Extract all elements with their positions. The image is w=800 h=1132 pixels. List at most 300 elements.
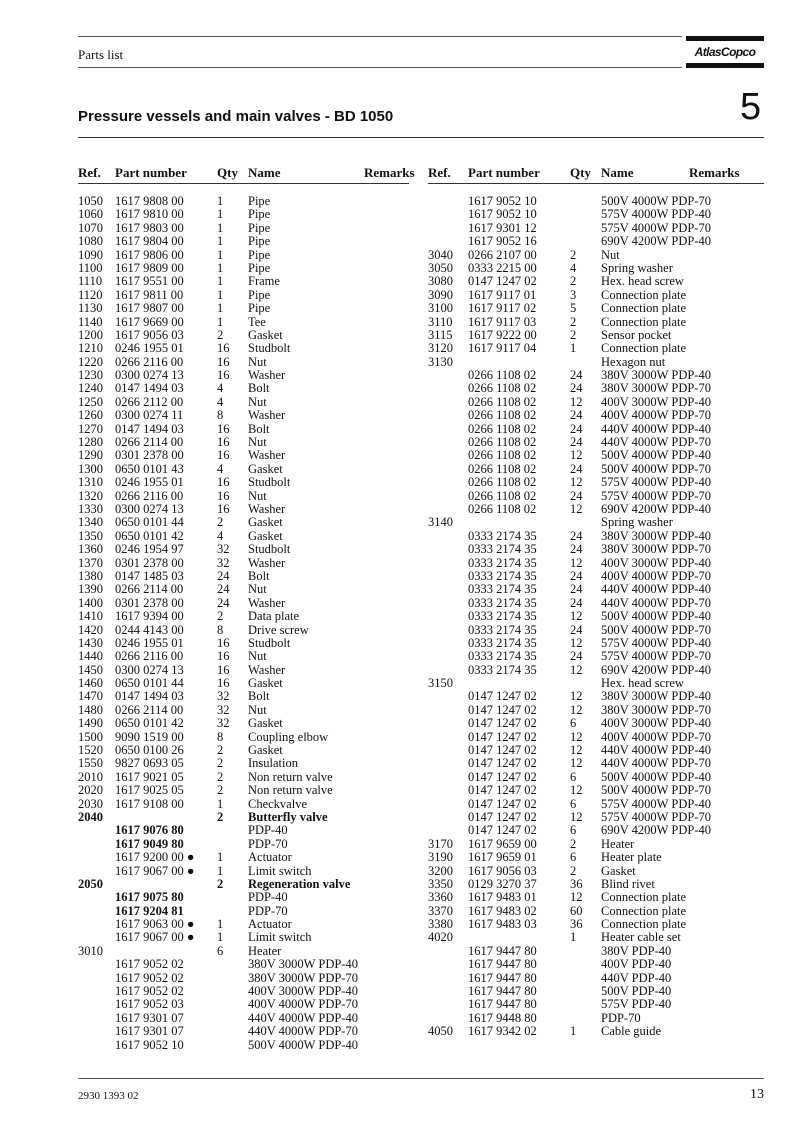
cell-part-number: 1617 9301 12 [468,220,537,235]
cell-name: 400V 3000W PDP-40 [601,555,711,570]
cell-qty: 24 [570,461,583,476]
cell-qty: 24 [570,408,583,423]
table-row [428,356,764,369]
cell-qty: 1 [217,930,224,945]
table-row [78,878,409,891]
cell-name: PDP-40 [248,890,288,905]
cell-name: Pipe [248,260,271,275]
table-row [78,342,409,355]
cell-ref: 1470 [78,689,103,704]
cell-qty: 2 [217,783,224,798]
cell-ref: 1450 [78,662,103,677]
cell-name: Nut [248,435,267,450]
table-row [428,985,764,998]
cell-part-number: 1617 9807 00 [115,301,184,316]
header-qty: Qty [570,165,591,180]
cell-part-number: 1617 9447 80 [468,997,537,1012]
cell-qty: 16 [217,421,230,436]
table-row [78,570,409,583]
cell-name: Heater cable set [601,930,681,945]
cell-part-number: 0266 2107 00 [468,247,537,262]
cell-name: Regeneration valve [248,876,351,891]
cell-name: Checkvalve [248,796,308,811]
cell-qty: 16 [217,662,230,677]
cell-qty: 2 [217,756,224,771]
cell-name: Washer [248,501,286,516]
header-name: Name [601,165,634,180]
cell-part-number: 1617 9049 80 [115,836,184,851]
cell-name: Studbolt [248,475,291,490]
cell-ref: 1400 [78,595,103,610]
cell-qty: 1 [570,930,577,945]
cell-part-number: 0300 0274 13 [115,368,184,383]
cell-part-number: 1617 9659 00 [468,836,537,851]
cell-qty: 12 [570,743,583,758]
cell-name: 400V 4000W PDP-70 [248,997,358,1012]
cell-qty: 3 [570,287,577,302]
cell-ref: 1550 [78,756,103,771]
cell-ref: 1340 [78,515,103,530]
table-row [78,208,409,221]
cell-qty: 2 [570,836,577,851]
cell-part-number: 0650 0101 44 [115,676,184,691]
table-row [78,865,409,878]
table-row [78,369,409,382]
cell-part-number: 1617 9342 02 [468,1024,537,1039]
cell-ref: 1490 [78,716,103,731]
cell-part-number: 1617 9117 02 [468,301,537,316]
cell-ref: 1110 [78,274,103,289]
cell-name: 440V 4000W PDP-70 [601,435,711,450]
cell-name: Butterfly valve [248,809,328,824]
cell-ref: 3080 [428,274,453,289]
table-row [428,369,764,382]
cell-ref: 1210 [78,341,103,356]
cell-name: 690V 4200W PDP-40 [601,234,711,249]
table-row [78,985,409,998]
cell-part-number: 1617 9052 16 [468,234,537,249]
table-row [78,851,409,864]
cell-part-number: 0147 1247 02 [468,783,537,798]
cell-part-number: 0266 1108 02 [468,488,537,503]
cell-qty: 16 [217,341,230,356]
cell-part-number: 0147 1247 02 [468,702,537,717]
cell-ref: 3110 [428,314,453,329]
table-row [428,396,764,409]
cell-name: 380V 3000W PDP-70 [248,970,358,985]
cell-qty: 12 [570,689,583,704]
cell-ref: 2040 [78,809,103,824]
cell-qty: 6 [217,943,224,958]
header-rule-bottom [78,67,682,68]
cell-qty: 12 [570,783,583,798]
cell-name: Heater [248,943,282,958]
cell-qty: 16 [217,488,230,503]
table-row [78,677,409,690]
cell-part-number: 1617 9056 03 [468,863,537,878]
cell-ref: 1430 [78,635,103,650]
cell-qty: 12 [570,756,583,771]
cell-name: Sensor pocket [601,327,672,342]
cell-part-number: 1617 9052 02 [115,957,184,972]
cell-ref: 1230 [78,368,103,383]
cell-name: Nut [248,582,267,597]
table-row [78,744,409,757]
cell-qty: 2 [217,515,224,530]
cell-part-number: 0147 1247 02 [468,689,537,704]
cell-part-number: 0333 2174 35 [468,528,537,543]
cell-name: Bolt [248,421,270,436]
cell-name: 500V 4000W PDP-70 [601,194,711,208]
cell-part-number: 0301 2378 00 [115,448,184,463]
table-row [428,516,764,529]
cell-part-number: 0266 1108 02 [468,461,537,476]
cell-qty: 12 [570,394,583,409]
cell-part-number: 1617 9483 01 [468,890,537,905]
cell-qty: 16 [217,475,230,490]
table-row [428,664,764,677]
cell-ref: 1220 [78,354,103,369]
table-row [428,490,764,503]
cell-name: 575V PDP-40 [601,997,672,1012]
cell-ref: 3150 [428,676,453,691]
cell-qty: 2 [570,247,577,262]
document-number: 2930 1393 02 [78,1090,139,1102]
cell-part-number: 0333 2174 35 [468,649,537,664]
cell-qty: 4 [217,461,224,476]
cell-qty: 8 [217,408,224,423]
cell-part-number: 0266 2114 00 [115,435,184,450]
cell-name: PDP-70 [601,1010,641,1025]
header-part-number: Part number [468,165,540,180]
cell-part-number: 1617 9447 80 [468,970,537,985]
cell-name: Spring washer [601,260,673,275]
cell-qty: 24 [570,488,583,503]
cell-name: Heater [601,836,635,851]
cell-qty: 60 [570,903,583,918]
cell-ref: 3200 [428,863,453,878]
cell-name: 500V 4000W PDP-70 [601,461,711,476]
cell-qty: 16 [217,676,230,691]
cell-qty: 12 [570,501,583,516]
cell-name: 575V 4000W PDP-40 [601,796,711,811]
cell-ref: 4020 [428,930,453,945]
table-row [78,302,409,315]
header-name: Name [248,165,281,180]
table-row [78,1012,409,1025]
cell-part-number: 1617 9806 00 [115,247,184,262]
cell-ref: 2030 [78,796,103,811]
cell-part-number: 0266 1108 02 [468,408,537,423]
cell-name: 440V 4000W PDP-40 [248,1010,358,1025]
page-title: Pressure vessels and main valves - BD 1050 [78,108,394,125]
cell-part-number: 1617 9808 00 [115,194,184,208]
cell-part-number: 0246 1955 01 [115,635,184,650]
cell-qty: 16 [217,501,230,516]
cell-qty: 24 [217,568,230,583]
cell-qty: 6 [570,716,577,731]
cell-part-number: 1617 9067 00 ● [115,863,195,878]
cell-part-number: 0266 2114 00 [115,702,184,717]
cell-part-number: 1617 9052 10 [115,1037,184,1052]
cell-part-number: 1617 9117 01 [468,287,537,302]
cell-name: 440V PDP-40 [601,970,672,985]
cell-qty: 4 [217,394,224,409]
cell-part-number: 0266 1108 02 [468,448,537,463]
table-row [78,945,409,958]
cell-name: Washer [248,662,286,677]
table-row [428,316,764,329]
header-remarks: Remarks [689,165,740,180]
cell-ref: 3190 [428,850,453,865]
cell-name: Actuator [248,917,292,932]
cell-ref: 3115 [428,327,453,342]
cell-name: 575V 4000W PDP-40 [601,635,711,650]
table-row [78,195,409,208]
cell-part-number: 0266 1108 02 [468,394,537,409]
table-row [78,530,409,543]
cell-qty: 24 [570,381,583,396]
cell-ref: 1480 [78,702,103,717]
brand-logo [686,36,764,68]
cell-ref: 2010 [78,769,103,784]
cell-qty: 2 [570,314,577,329]
cell-name: 380V 3000W PDP-70 [601,702,711,717]
cell-qty: 1 [217,194,224,208]
cell-qty: 1 [570,341,577,356]
cell-ref: 1070 [78,220,103,235]
cell-part-number: 1617 9108 00 [115,796,184,811]
cell-qty: 1 [217,863,224,878]
table-row [428,235,764,248]
cell-name: 400V 3000W PDP-40 [248,984,358,999]
cell-qty: 4 [570,260,577,275]
cell-qty: 1 [217,207,224,222]
table-row [428,891,764,904]
cell-ref: 1370 [78,555,103,570]
cell-part-number: 1617 9204 81 [115,903,184,918]
cell-name: Washer [248,555,286,570]
cell-qty: 1 [570,1024,577,1039]
cell-part-number: 1617 9669 00 [115,314,184,329]
table-row [428,302,764,315]
cell-part-number: 0266 1108 02 [468,475,537,490]
table-body [428,195,764,1039]
cell-qty: 12 [570,475,583,490]
cell-ref: 3090 [428,287,453,302]
cell-ref: 1390 [78,582,103,597]
cell-qty: 6 [570,823,577,838]
cell-part-number: 0266 2116 00 [115,488,184,503]
cell-part-number: 0147 1494 03 [115,421,184,436]
table-row [78,811,409,824]
cell-name: Gasket [248,528,283,543]
cell-ref: 3350 [428,876,453,891]
cell-qty: 16 [217,435,230,450]
cell-part-number: 1617 9483 02 [468,903,537,918]
cell-qty: 24 [570,568,583,583]
parts-table-left [78,165,415,1052]
cell-qty: 2 [570,327,577,342]
table-row [428,503,764,516]
cell-name: Connection plate [601,287,687,302]
table-row [78,316,409,329]
cell-ref: 4050 [428,1024,453,1039]
cell-qty: 5 [570,301,577,316]
table-row [78,409,409,422]
cell-part-number: 0333 2174 35 [468,568,537,583]
table-row [78,543,409,556]
cell-name: Washer [248,368,286,383]
table-row [428,423,764,436]
cell-part-number: 1617 9301 07 [115,1024,184,1039]
cell-qty: 1 [217,234,224,249]
table-row [428,449,764,462]
cell-part-number: 0147 1247 02 [468,743,537,758]
cell-qty: 32 [217,689,230,704]
cell-qty: 24 [570,582,583,597]
table-row [428,1025,764,1038]
cell-name: 400V 4000W PDP-70 [601,568,711,583]
cell-name: 440V 4000W PDP-70 [601,595,711,610]
cell-part-number: 1617 9052 02 [115,970,184,985]
cell-part-number: 0650 0101 42 [115,716,184,731]
cell-part-number: 0333 2215 00 [468,260,537,275]
cell-part-number: 1617 9117 04 [468,341,537,356]
section-label: Parts list [78,47,124,62]
table-row [428,865,764,878]
cell-name: 400V 4000W PDP-70 [601,408,711,423]
table-row [78,838,409,851]
table-row [78,998,409,1011]
cell-name: Insulation [248,756,298,771]
cell-qty: 12 [570,809,583,824]
cell-part-number: 0266 2114 00 [115,582,184,597]
table-row [78,972,409,985]
cell-name: Nut [601,247,620,262]
cell-part-number: 0300 0274 13 [115,662,184,677]
cell-part-number: 0246 1954 97 [115,542,184,557]
cell-qty: 2 [217,327,224,342]
table-header [78,165,415,184]
cell-qty: 24 [570,595,583,610]
cell-name: Connection plate [601,301,687,316]
cell-name: 400V 4000W PDP-70 [601,729,711,744]
table-row [78,918,409,931]
cell-ref: 3040 [428,247,453,262]
table-row [428,597,764,610]
table-row [78,382,409,395]
cell-name: 440V 4000W PDP-40 [601,421,711,436]
cell-name: Limit switch [248,863,312,878]
cell-part-number: 0147 1494 03 [115,689,184,704]
cell-name: 380V 3000W PDP-70 [601,381,711,396]
cell-name: Nut [248,354,267,369]
cell-ref: 1290 [78,448,103,463]
cell-qty: 16 [217,354,230,369]
table-row [428,222,764,235]
table-row [78,650,409,663]
table-row [78,583,409,596]
cell-part-number: 0300 0274 11 [115,408,184,423]
table-row [78,690,409,703]
cell-part-number: 1617 9200 00 ● [115,850,195,865]
cell-qty: 1 [217,917,224,932]
table-row [78,222,409,235]
cell-ref: 3120 [428,341,453,356]
table-row [428,570,764,583]
cell-ref: 1500 [78,729,103,744]
cell-qty: 1 [217,301,224,316]
cell-name: 400V PDP-40 [601,957,672,972]
table-row [428,998,764,1011]
cell-part-number: 1617 9056 03 [115,327,184,342]
cell-part-number: 1617 9810 00 [115,207,184,222]
parts-table-right [428,165,764,1039]
cell-name: Washer [248,595,286,610]
cell-name: Hex. head screw [601,676,684,691]
table-row [428,208,764,221]
table-row [78,824,409,837]
table-row [78,1025,409,1038]
table-row [78,449,409,462]
cell-name: 440V 4000W PDP-40 [601,743,711,758]
cell-part-number: 0244 4143 00 [115,622,184,637]
cell-qty: 16 [217,649,230,664]
cell-qty: 12 [570,729,583,744]
table-row [78,249,409,262]
cell-part-number: 0650 0101 44 [115,515,184,530]
cell-name: Heater plate [601,850,662,865]
cell-part-number: 0147 1485 03 [115,568,184,583]
cell-part-number: 1617 9117 03 [468,314,537,329]
cell-qty: 24 [217,582,230,597]
cell-name: Pipe [248,247,271,262]
cell-part-number: 1617 9075 80 [115,890,184,905]
cell-name: 575V 4000W PDP-70 [601,649,711,664]
cell-part-number: 1617 9063 00 ● [115,917,195,932]
cell-ref: 1520 [78,743,103,758]
cell-ref: 3010 [78,943,103,958]
cell-qty: 6 [570,769,577,784]
cell-name: 500V 4000W PDP-40 [248,1037,358,1052]
cell-qty: 2 [570,863,577,878]
cell-qty: 6 [570,850,577,865]
page-number: 13 [750,1087,764,1102]
logo-bar-bottom [686,63,764,68]
cell-name: Connection plate [601,890,687,905]
table-row [428,583,764,596]
cell-name: 440V 4000W PDP-70 [601,756,711,771]
cell-part-number: 1617 9804 00 [115,234,184,249]
cell-part-number: 0246 1955 01 [115,341,184,356]
cell-qty: 1 [217,850,224,865]
table-row [78,784,409,797]
cell-name: 380V PDP-40 [601,943,672,958]
table-header [428,165,764,184]
cell-name: 690V 4200W PDP-40 [601,662,711,677]
cell-ref: 1130 [78,301,103,316]
table-row [428,1012,764,1025]
table-row [428,717,764,730]
cell-part-number: 1617 9447 80 [468,957,537,972]
cell-ref: 1460 [78,676,103,691]
cell-ref: 1320 [78,488,103,503]
cell-part-number: 0266 1108 02 [468,501,537,516]
cell-name: Nut [248,649,267,664]
cell-name: Nut [248,394,267,409]
cell-name: Spring washer [601,515,673,530]
